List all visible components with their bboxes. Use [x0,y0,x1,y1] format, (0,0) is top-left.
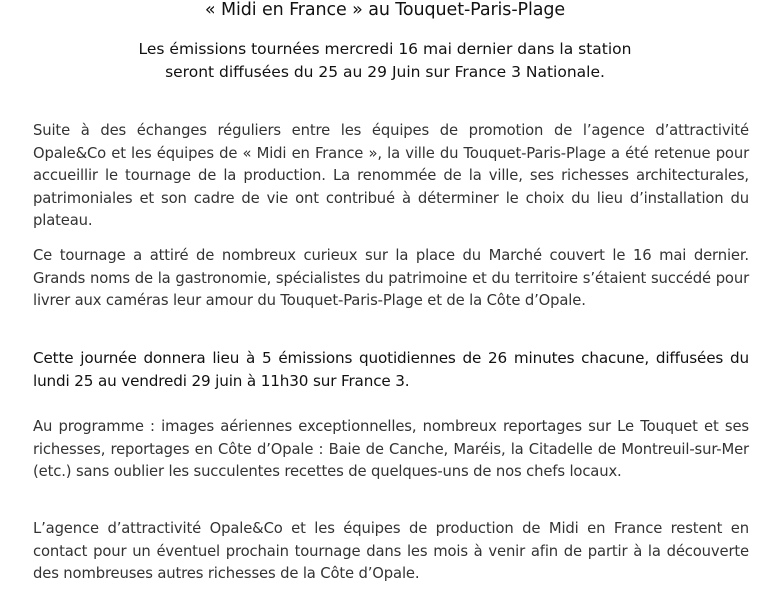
paragraph-filming: Ce tournage a attiré de nombreux curieux sur la place du Marché couvert le 16 mai dernier. Grands noms de la gastronomie, spécialistes du patrimoine et du territoire s’étaient succédé pour livrer aux caméras leur amour du Touquet-Paris-Plage et de la Côte d’Opale. [33,247,749,309]
page-title: « Midi en France » au Touquet-Paris-Plage [204,0,566,20]
subtitle-line-2: seront diffusées du 25 au 29 Juin sur France 3 Nationale. [165,63,605,81]
paragraph-programme: Au programme : images aériennes exceptionnelles, nombreux reportages sur Le Touquet et ses richesses, reportages en Côte d’Opale : Baie de Canche, Maréis, la Citadelle de Montreuil-sur-Mer (etc.) sans oublier les succulentes recettes de quelques-uns de nos chefs locaux. [33,418,749,480]
paragraph-conclusion: L’agence d’attractivité Opale&Co et les équipes de production de Midi en France restent en contact pour un éventuel prochain tournage dans les mois à venir afin de partir à la découverte des nombreuses autres richesses de la Côte d’Opale. [33,520,749,582]
paragraph-intro: Suite à des échanges réguliers entre les équipes de promotion de l’agence d’attractivité Opale&Co et les équipes de « Midi en France », la ville du Touquet-Paris-Plage a été retenue pour accueillir le tournage de la production. La renommée de la ville, ses richesses architecturales, patrimoniales et son cadre de vie ont contribué à déterminer le choix du lieu d’installation du plateau. [33,122,749,229]
paragraph-broadcast-schedule: Cette journée donnera lieu à 5 émissions quotidiennes de 26 minutes chacune, diffusées du lundi 25 au vendredi 29 juin à 11h30 sur France 3. [33,349,749,390]
subtitle-line-1: Les émissions tournées mercredi 16 mai dernier dans la station [138,40,632,58]
subtitle [0,38,770,84]
